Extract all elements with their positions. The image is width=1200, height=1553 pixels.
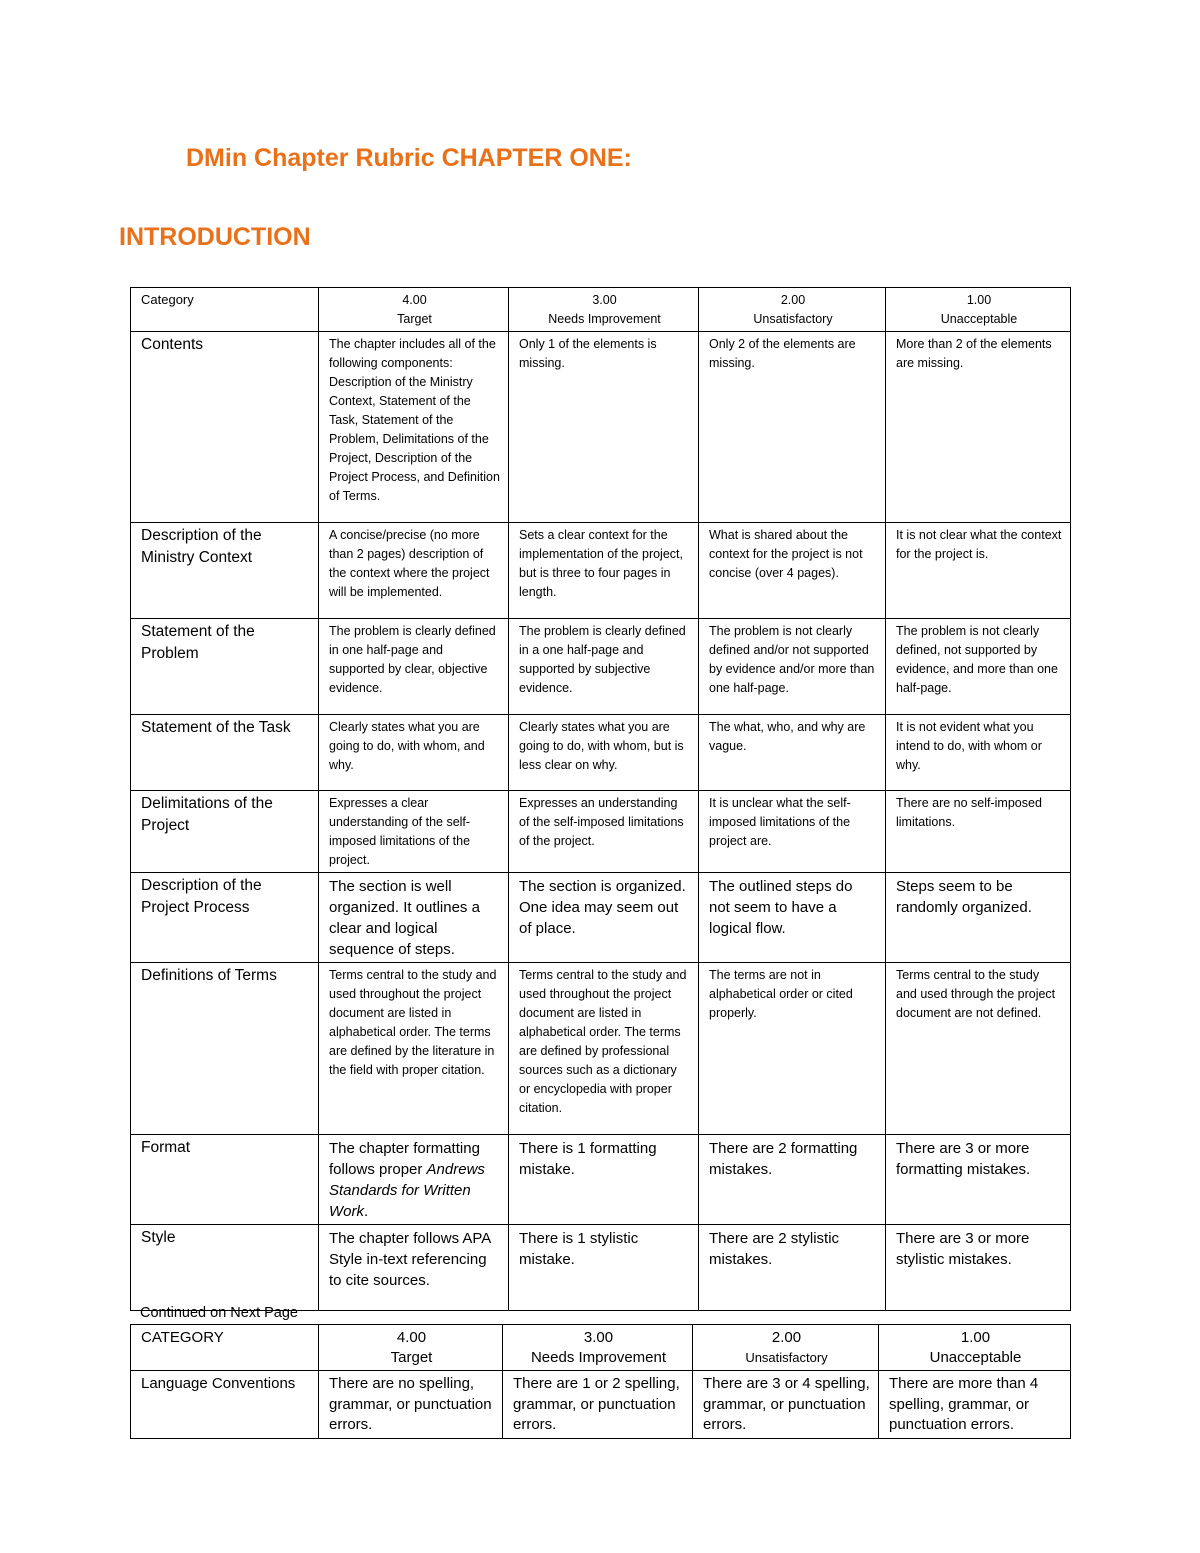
header-category: Category [131, 288, 319, 332]
cell-unacceptable: There are 3 or more formatting mistakes. [886, 1135, 1071, 1225]
format-text-post: . [364, 1203, 369, 1220]
cell-needs-improvement: The problem is clearly defined in a one half-page and supported by subjective evidence. [509, 619, 699, 715]
cell-unsatisfactory: The what, who, and why are vague. [699, 715, 886, 791]
level-label: Unsatisfactory [745, 1350, 828, 1365]
header-target [319, 288, 509, 332]
row-category: Language Conventions [131, 1371, 319, 1439]
cell-needs-improvement: There is 1 formatting mistake. [509, 1135, 699, 1225]
level-label: Needs Improvement [530, 1349, 667, 1366]
header-needs-improvement [503, 1325, 693, 1371]
cell-unacceptable: The problem is not clearly defined, not supported by evidence, and more than one half-page. [886, 619, 1071, 715]
cell-needs-improvement: Only 1 of the elements is missing. [509, 332, 699, 523]
row-category: Statement of the Task [131, 715, 319, 791]
row-category: Description of the Project Process [131, 873, 319, 963]
level-label: Unsatisfactory [753, 312, 833, 326]
cell-target: Clearly states what you are going to do, with whom, and why. [319, 715, 509, 791]
cell-target: The chapter follows APA Style in-text referencing to cite sources. [319, 1225, 509, 1311]
header-category: CATEGORY [131, 1325, 319, 1371]
row-category: Format [131, 1135, 319, 1225]
score-label: 3.00 [592, 293, 617, 307]
score-label: 4.00 [396, 1329, 427, 1346]
format-text-standards: Andrews Standards for Written Work [329, 1161, 485, 1220]
cell-unsatisfactory: The problem is not clearly defined and/or not supported by evidence and/or more than one half-page. [699, 619, 886, 715]
table-row [131, 715, 1071, 791]
table-row [131, 1135, 1071, 1225]
header-unsatisfactory [693, 1325, 879, 1371]
cell-unsatisfactory: There are 2 formatting mistakes. [699, 1135, 886, 1225]
cell-unsatisfactory: What is shared about the context for the project is not concise (over 4 pages). [699, 523, 886, 619]
table-row [131, 1225, 1071, 1311]
table-row [131, 1371, 1071, 1439]
cell-needs-improvement: Expresses an understanding of the self-imposed limitations of the project. [509, 791, 699, 873]
cell-unsatisfactory: Only 2 of the elements are missing. [699, 332, 886, 523]
score-label: 2.00 [780, 293, 806, 307]
table-header-row [131, 288, 1071, 332]
cell-target: The section is well organized. It outlines a clear and logical sequence of steps. [319, 873, 509, 963]
table-header-row [131, 1325, 1071, 1371]
continued-note: Continued on Next Page [140, 1305, 298, 1321]
cell-unsatisfactory: The outlined steps do not seem to have a logical flow. [699, 873, 886, 963]
cell-needs-improvement: There is 1 stylistic mistake. [509, 1225, 699, 1311]
table-row [131, 332, 1071, 523]
table-row [131, 791, 1071, 873]
header-target [319, 1325, 503, 1371]
level-label: Unacceptable [940, 312, 1018, 326]
cell-unacceptable: There are 3 or more stylistic mistakes. [886, 1225, 1071, 1311]
table-row [131, 963, 1071, 1135]
header-needs-improvement [509, 288, 699, 332]
row-category: Description of the Ministry Context [131, 523, 319, 619]
row-category: Style [131, 1225, 319, 1311]
table-row [131, 523, 1071, 619]
level-label: Target [397, 312, 432, 326]
cell-needs-improvement: Terms central to the study and used throughout the project document are listed in alphabetical order. The terms are defined by professional sources such as a dictionary or encyclopedia with proper citation. [509, 963, 699, 1135]
cell-unsatisfactory: The terms are not in alphabetical order or cited properly. [699, 963, 886, 1135]
section-title: INTRODUCTION [119, 223, 311, 251]
cell-unsatisfactory: There are 3 or 4 spelling, grammar, or punctuation errors. [693, 1371, 879, 1439]
cell-target [319, 1135, 509, 1225]
score-label: 3.00 [583, 1329, 614, 1346]
header-unacceptable [886, 288, 1071, 332]
level-label: Unacceptable [929, 1349, 1022, 1366]
row-category: Statement of the Problem [131, 619, 319, 715]
header-unsatisfactory [699, 288, 886, 332]
cell-target: A concise/precise (no more than 2 pages) description of the context where the project will be implemented. [319, 523, 509, 619]
cell-unacceptable: It is not clear what the context for the project is. [886, 523, 1071, 619]
score-label: 1.00 [966, 293, 992, 307]
cell-unacceptable: Steps seem to be randomly organized. [886, 873, 1071, 963]
row-category: Delimitations of the Project [131, 791, 319, 873]
cell-unacceptable: Terms central to the study and used through the project document are not defined. [886, 963, 1071, 1135]
rubric-table [130, 287, 1071, 1311]
row-category: Contents [131, 332, 319, 523]
cell-needs-improvement: The section is organized. One idea may seem out of place. [509, 873, 699, 963]
cell-needs-improvement: Clearly states what you are going to do, with whom, but is less clear on why. [509, 715, 699, 791]
cell-target: Terms central to the study and used throughout the project document are listed in alphabetical order. The terms are defined by the literature in the field with proper citation. [319, 963, 509, 1135]
score-label: 4.00 [402, 293, 427, 307]
level-label: Needs Improvement [548, 312, 661, 326]
cell-unacceptable: It is not evident what you intend to do, with whom or why. [886, 715, 1071, 791]
row-category: Definitions of Terms [131, 963, 319, 1135]
level-label: Target [390, 1349, 433, 1366]
cell-target: Expresses a clear understanding of the self-imposed limitations of the project. [319, 791, 509, 873]
cell-unacceptable: More than 2 of the elements are missing. [886, 332, 1071, 523]
score-label: 1.00 [960, 1329, 991, 1346]
cell-unacceptable: There are no self-imposed limitations. [886, 791, 1071, 873]
cell-target: The problem is clearly defined in one half-page and supported by clear, objective evidence. [319, 619, 509, 715]
table-row [131, 873, 1071, 963]
table-row [131, 619, 1071, 715]
cell-unsatisfactory: It is unclear what the self- imposed limitations of the project are. [699, 791, 886, 873]
format-text-pre: The chapter formatting follows proper [329, 1140, 480, 1178]
cell-target: There are no spelling, grammar, or punctuation errors. [319, 1371, 503, 1439]
rubric-table-continued [130, 1324, 1071, 1439]
cell-needs-improvement: There are 1 or 2 spelling, grammar, or punctuation errors. [503, 1371, 693, 1439]
cell-target: The chapter includes all of the following components: Description of the Ministry Context, Statement of the Task, Statement of the Problem, Delimitations of the Project, Description of the Project Process, and Definition of Terms. [319, 332, 509, 523]
cell-unsatisfactory: There are 2 stylistic mistakes. [699, 1225, 886, 1311]
header-unacceptable [879, 1325, 1071, 1371]
document-title: DMin Chapter Rubric CHAPTER ONE: [186, 144, 632, 172]
cell-needs-improvement: Sets a clear context for the implementation of the project, but is three to four pages in length. [509, 523, 699, 619]
cell-unacceptable: There are more than 4 spelling, grammar, or punctuation errors. [879, 1371, 1071, 1439]
score-label: 2.00 [771, 1329, 802, 1346]
